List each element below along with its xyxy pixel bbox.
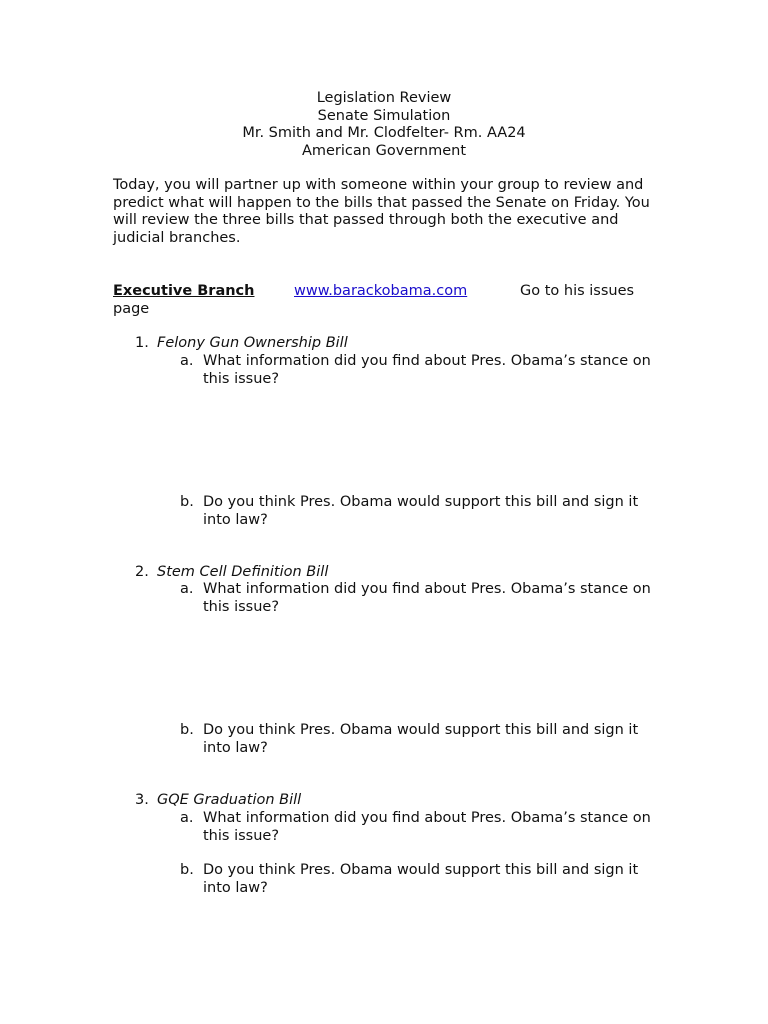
question-label: a. bbox=[180, 581, 194, 597]
question-text: Do you think Pres. Obama would support this bill and sign it into law? bbox=[203, 722, 639, 756]
question-label: b. bbox=[180, 862, 194, 878]
obama-website-link[interactable]: www.barackobama.com bbox=[294, 283, 468, 299]
question-label: a. bbox=[180, 353, 194, 369]
bill-title: GQE Graduation Bill bbox=[157, 792, 302, 808]
question-text: What information did you find about Pres. Obama’s stance on this issue? bbox=[203, 581, 651, 615]
executive-branch-heading: Executive Branch bbox=[113, 283, 255, 299]
issues-instruction-tail: page bbox=[113, 300, 150, 317]
question-label: b. bbox=[180, 494, 194, 510]
bill-number: 2. bbox=[135, 564, 149, 580]
header-subtitle: Senate Simulation bbox=[317, 107, 451, 124]
question-label: a. bbox=[180, 810, 194, 826]
bill-title: Stem Cell Definition Bill bbox=[157, 564, 329, 580]
question-text: Do you think Pres. Obama would support this bill and sign it into law? bbox=[203, 494, 639, 528]
question-text: What information did you find about Pres. Obama’s stance on this issue? bbox=[203, 810, 651, 844]
question-text: What information did you find about Pres. Obama’s stance on this issue? bbox=[203, 353, 651, 387]
question-label: b. bbox=[180, 722, 194, 738]
issues-instruction: Go to his issues bbox=[520, 283, 635, 299]
header-teachers: Mr. Smith and Mr. Clodfelter- Rm. AA24 bbox=[242, 125, 526, 142]
header-title: Legislation Review bbox=[316, 90, 452, 106]
intro-paragraph: Today, you will partner up with someone within your group to review and predict what will happen to the bills that passed the Senate on Friday. You will review the three bills that passed through both the executive and judicial branches. bbox=[113, 177, 650, 246]
bill-number: 1. bbox=[135, 335, 149, 351]
document-header bbox=[0, 90, 768, 160]
executive-branch-line bbox=[113, 283, 653, 317]
bill-title: Felony Gun Ownership Bill bbox=[157, 335, 348, 351]
question-text: Do you think Pres. Obama would support this bill and sign it into law? bbox=[203, 862, 639, 896]
header-course: American Government bbox=[301, 142, 467, 159]
bill-number: 3. bbox=[135, 792, 149, 808]
